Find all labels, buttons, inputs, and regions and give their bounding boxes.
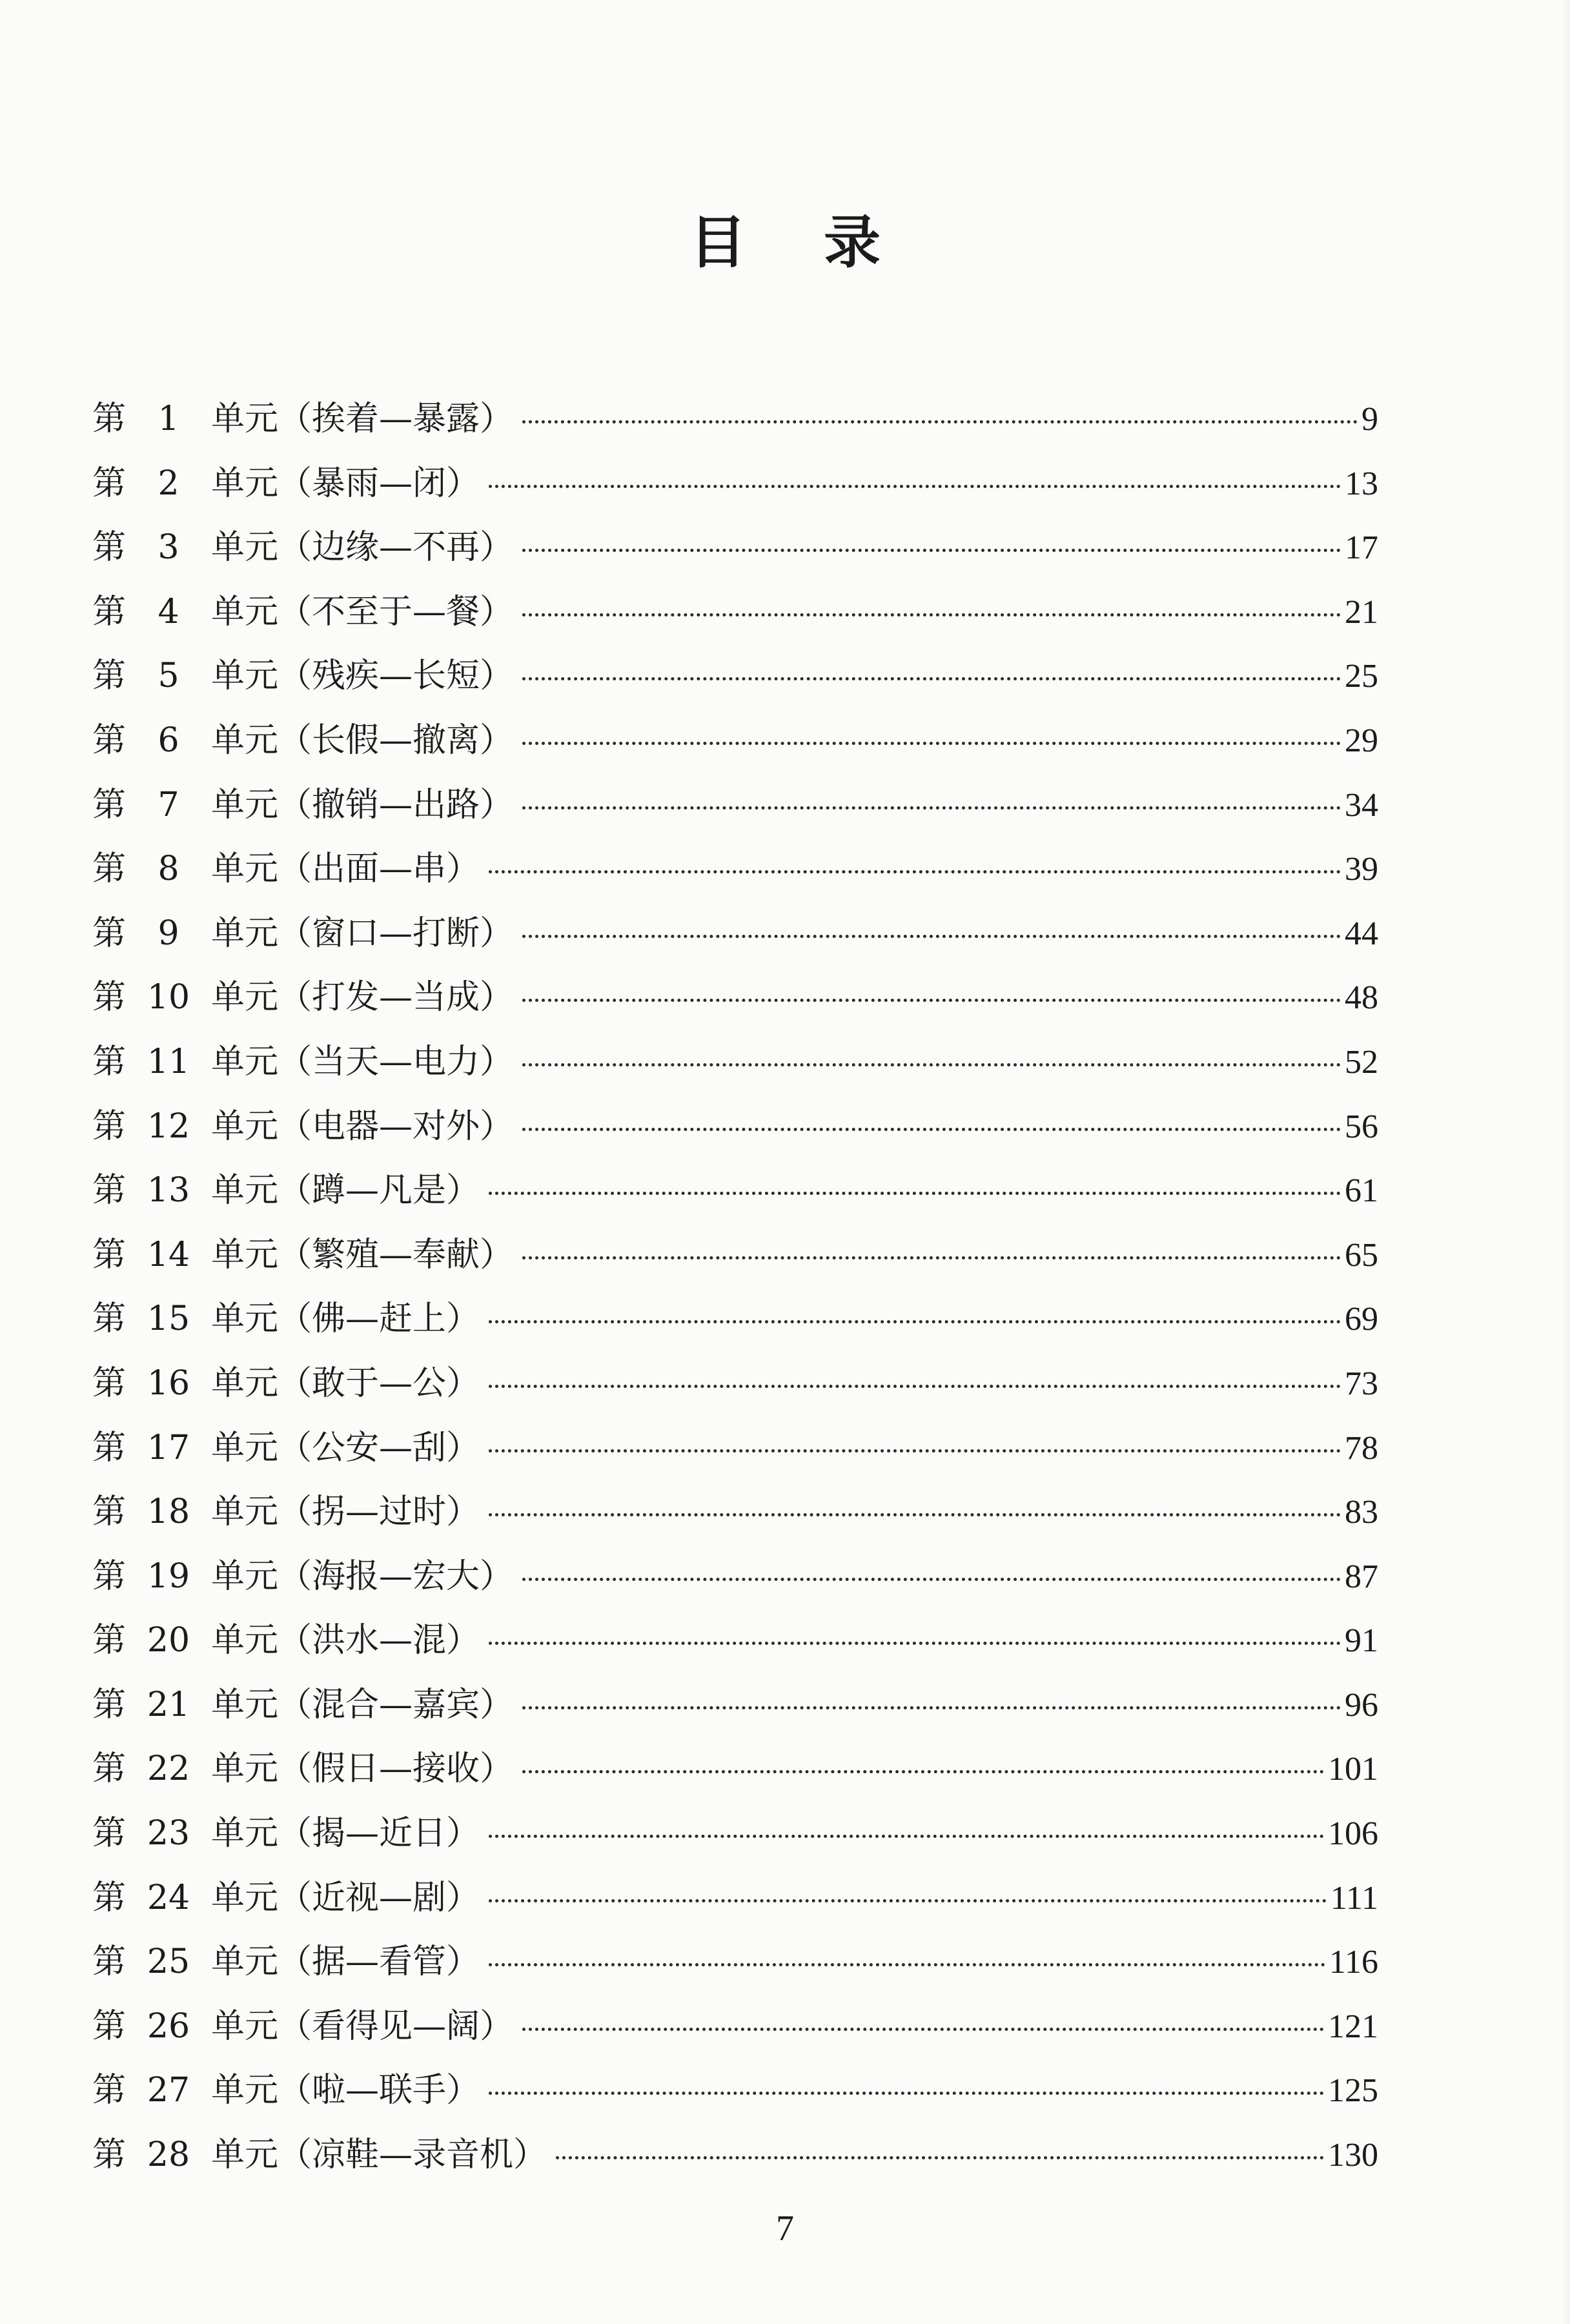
toc-entry-number: 27	[147, 2071, 190, 2110]
toc-dot-leader	[489, 1963, 1325, 1966]
toc-entry-prefix: 第	[92, 2071, 127, 2110]
toc-entry[interactable]	[92, 709, 1378, 773]
toc-dot-leader	[556, 2156, 1324, 2159]
toc-entry[interactable]	[92, 387, 1378, 452]
toc-entry-prefix: 第	[92, 657, 127, 696]
toc-entry-label	[92, 2059, 480, 2123]
toc-entry-number: 6	[158, 720, 179, 760]
toc-entry-page: 39	[1345, 851, 1378, 888]
toc-dot-leader	[522, 677, 1341, 680]
toc-entry-label	[92, 709, 513, 773]
toc-entry-prefix: 第	[92, 1878, 127, 1917]
toc-entry-page: 29	[1345, 722, 1378, 759]
toc-entry[interactable]	[92, 1159, 1378, 1223]
toc-dot-leader	[489, 485, 1341, 488]
toc-entry-title: 单元（洪水—混）	[211, 1621, 480, 1660]
toc-entry[interactable]	[92, 1030, 1378, 1095]
toc-entry[interactable]	[92, 902, 1378, 966]
toc-entry-page: 69	[1345, 1301, 1378, 1338]
toc-entry-number: 17	[147, 1428, 190, 1467]
toc-entry-number: 10	[147, 978, 190, 1017]
toc-entry[interactable]	[92, 773, 1378, 838]
toc-entry-label	[92, 1545, 513, 1609]
title-char-1: 目	[689, 209, 746, 276]
toc-dot-leader	[489, 1835, 1324, 1838]
toc-dot-leader	[522, 1770, 1324, 1773]
toc-dot-leader	[522, 1128, 1341, 1131]
toc-dot-leader	[522, 999, 1341, 1002]
toc-entry-number: 2	[158, 464, 179, 503]
toc-entry-label	[92, 516, 513, 580]
toc-entry-prefix: 第	[92, 1106, 127, 1146]
toc-entry[interactable]	[92, 1673, 1378, 1738]
toc-entry[interactable]	[92, 1480, 1378, 1545]
toc-dot-leader	[489, 870, 1341, 873]
toc-entry[interactable]	[92, 1866, 1378, 1931]
toc-entry-prefix: 第	[92, 1235, 127, 1274]
toc-entry-page: 78	[1345, 1429, 1378, 1467]
toc-entry-prefix: 第	[92, 1493, 127, 1532]
toc-entry-number: 3	[158, 528, 179, 567]
toc-entry-prefix: 第	[92, 1042, 127, 1081]
toc-dot-leader	[489, 1385, 1341, 1388]
toc-dot-leader	[489, 1320, 1341, 1323]
toc-entry-title: 单元（公安—刮）	[211, 1428, 480, 1467]
toc-entry-prefix: 第	[92, 1363, 127, 1403]
toc-entry-page: 13	[1345, 465, 1378, 502]
toc-entry-prefix: 第	[92, 720, 127, 760]
toc-entry-number: 7	[158, 785, 179, 824]
toc-entry-label	[92, 837, 480, 902]
toc-entry-label	[92, 1352, 480, 1416]
toc-entry-prefix: 第	[92, 592, 127, 631]
toc-dot-leader	[522, 2028, 1324, 2031]
toc-dot-leader	[522, 806, 1341, 810]
toc-entry-label	[92, 387, 513, 452]
toc-dot-leader	[489, 1899, 1327, 1902]
toc-entry-label	[92, 966, 513, 1030]
toc-dot-leader	[522, 549, 1341, 552]
toc-entry-label	[92, 1995, 513, 2059]
toc-entry-title: 单元（看得见—阔）	[211, 2006, 514, 2046]
toc-entry[interactable]	[92, 1095, 1378, 1159]
toc-entry-label	[92, 644, 513, 709]
toc-dot-leader	[489, 1192, 1341, 1195]
toc-entry-title: 单元（窗口—打断）	[211, 913, 514, 953]
toc-entry[interactable]	[92, 1995, 1378, 2059]
toc-entry-title: 单元（繁殖—奉献）	[211, 1235, 514, 1274]
toc-entry-page: 21	[1345, 593, 1378, 631]
toc-entry-prefix: 第	[92, 913, 127, 953]
toc-entry-page: 34	[1345, 786, 1378, 824]
toc-entry-title: 单元（边缘—不再）	[211, 528, 514, 567]
toc-entry[interactable]	[92, 1287, 1378, 1352]
toc-entry-label	[92, 1673, 513, 1738]
page-number: 7	[776, 2208, 794, 2248]
toc-entry-prefix: 第	[92, 2135, 127, 2175]
toc-entry-prefix: 第	[92, 1685, 127, 1724]
toc-entry-title: 单元（暴雨—闭）	[211, 464, 480, 503]
toc-entry-title: 单元（当天—电力）	[211, 1042, 514, 1081]
toc-entry-label	[92, 452, 480, 516]
toc-entry[interactable]	[92, 1737, 1378, 1802]
toc-entry-page: 87	[1345, 1558, 1378, 1595]
toc-entry-prefix: 第	[92, 1814, 127, 1853]
toc-entry-prefix: 第	[92, 1556, 127, 1596]
toc-entry-page: 91	[1345, 1622, 1378, 1660]
toc-entry[interactable]	[92, 1802, 1378, 1866]
toc-dot-leader	[489, 1642, 1341, 1645]
toc-entry-page: 61	[1345, 1172, 1378, 1210]
toc-entry-label	[92, 1416, 480, 1481]
toc-entry-label	[92, 1930, 480, 1995]
toc-entry-label	[92, 773, 513, 838]
toc-entry-page: 65	[1345, 1236, 1378, 1274]
toc-entry-title: 单元（打发—当成）	[211, 978, 514, 1017]
toc-entry[interactable]	[92, 580, 1378, 645]
toc-entry-title: 单元（长假—撤离）	[211, 720, 514, 760]
toc-entry-prefix: 第	[92, 1171, 127, 1210]
toc-entry-page: 56	[1345, 1108, 1378, 1145]
toc-entry-title: 单元（电器—对外）	[211, 1106, 514, 1146]
toc-entry-title: 单元（混合—嘉宾）	[211, 1685, 514, 1724]
toc-entry-number: 28	[147, 2135, 190, 2175]
toc-entry[interactable]	[92, 1609, 1378, 1673]
page-title	[0, 194, 1570, 290]
toc-dot-leader	[489, 1513, 1341, 1516]
toc-entry[interactable]	[92, 516, 1378, 580]
toc-entry-number: 5	[158, 657, 179, 696]
toc-entry[interactable]	[92, 452, 1378, 516]
toc-entry-title: 单元（撤销—出路）	[211, 785, 514, 824]
toc-entry-number: 20	[147, 1621, 190, 1660]
toc-entry-number: 14	[147, 1235, 190, 1274]
toc-entry-page: 44	[1345, 915, 1378, 952]
toc-entry-title: 单元（揭—近日）	[211, 1814, 480, 1853]
toc-entry-prefix: 第	[92, 850, 127, 889]
toc-dot-leader	[522, 1256, 1341, 1259]
toc-entry[interactable]	[92, 1223, 1378, 1288]
toc-entry-label	[92, 1480, 480, 1545]
toc-entry-number: 24	[147, 1878, 190, 1917]
toc-entry-page: 106	[1328, 1815, 1378, 1853]
toc-dot-leader	[522, 935, 1341, 938]
toc-entry-prefix: 第	[92, 2006, 127, 2046]
page-edge-shadow	[1562, 0, 1570, 2324]
title-char-2: 录	[824, 209, 881, 276]
toc-entry-page: 48	[1345, 979, 1378, 1017]
toc-dot-leader	[522, 420, 1358, 423]
table-of-contents	[92, 387, 1378, 2188]
toc-entry-page: 73	[1345, 1365, 1378, 1402]
toc-dot-leader	[489, 2092, 1324, 2095]
toc-entry-label	[92, 1095, 513, 1159]
toc-entry-title: 单元（海报—宏大）	[211, 1556, 514, 1596]
toc-entry-page: 116	[1329, 1944, 1378, 1981]
toc-entry[interactable]	[92, 2059, 1378, 2123]
toc-dot-leader	[522, 1063, 1341, 1066]
toc-entry-title: 单元（挨着—暴露）	[211, 400, 514, 438]
toc-entry-page: 9	[1361, 401, 1378, 438]
toc-entry-title: 单元（啦—联手）	[211, 2071, 480, 2110]
toc-entry-number: 22	[147, 1749, 190, 1789]
toc-entry-number: 9	[158, 913, 179, 953]
toc-entry-label	[92, 2123, 547, 2188]
toc-entry-title: 单元（拐—过时）	[211, 1493, 480, 1532]
toc-entry-prefix: 第	[92, 1428, 127, 1467]
toc-entry-page: 111	[1330, 1879, 1378, 1917]
toc-dot-leader	[522, 613, 1341, 617]
toc-entry-label	[92, 1287, 480, 1352]
toc-entry-number: 23	[147, 1814, 190, 1853]
toc-entry[interactable]	[92, 1930, 1378, 1995]
toc-entry-label	[92, 1159, 480, 1223]
toc-entry-title: 单元（佛—赶上）	[211, 1300, 480, 1339]
toc-entry-prefix: 第	[92, 528, 127, 567]
toc-dot-leader	[522, 1706, 1341, 1709]
toc-entry-page: 96	[1345, 1686, 1378, 1724]
toc-entry-prefix: 第	[92, 1749, 127, 1789]
toc-entry-label	[92, 1223, 513, 1288]
toc-entry-prefix: 第	[92, 785, 127, 824]
toc-dot-leader	[489, 1449, 1341, 1452]
toc-entry-title: 单元（蹲—凡是）	[211, 1171, 480, 1210]
toc-entry-title: 单元（据—看管）	[211, 1942, 480, 1982]
toc-entry-title: 单元（近视—剧）	[211, 1878, 480, 1917]
toc-entry-page: 101	[1328, 1751, 1378, 1788]
toc-entry[interactable]	[92, 2123, 1378, 2188]
toc-entry-prefix: 第	[92, 400, 127, 438]
toc-entry-number: 8	[158, 850, 179, 889]
toc-entry-prefix: 第	[92, 1942, 127, 1982]
toc-entry[interactable]	[92, 1545, 1378, 1609]
toc-entry-label	[92, 1802, 480, 1866]
toc-entry-label	[92, 1030, 513, 1095]
toc-entry[interactable]	[92, 1352, 1378, 1416]
toc-entry-number: 26	[147, 2006, 190, 2046]
toc-entry-label	[92, 902, 513, 966]
toc-entry-title: 单元（不至于—餐）	[211, 592, 514, 631]
toc-entry-number: 16	[147, 1363, 190, 1403]
toc-entry-page: 125	[1328, 2072, 1378, 2110]
toc-entry[interactable]	[92, 1416, 1378, 1481]
toc-entry-prefix: 第	[92, 1300, 127, 1339]
toc-entry-prefix: 第	[92, 1621, 127, 1660]
toc-entry-number: 15	[147, 1300, 190, 1339]
toc-dot-leader	[522, 1578, 1341, 1581]
toc-entry-number: 12	[147, 1106, 190, 1146]
toc-entry-number: 18	[147, 1493, 190, 1532]
toc-entry-label	[92, 1737, 513, 1802]
toc-entry-title: 单元（敢于—公）	[211, 1363, 480, 1403]
toc-entry-title: 单元（假日—接收）	[211, 1749, 514, 1789]
toc-entry[interactable]	[92, 837, 1378, 902]
toc-entry-number: 21	[147, 1685, 190, 1724]
toc-entry-title: 单元（凉鞋—录音机）	[211, 2135, 547, 2175]
toc-dot-leader	[522, 742, 1341, 745]
toc-entry-number: 19	[147, 1556, 190, 1596]
toc-entry-number: 25	[147, 1942, 190, 1982]
toc-entry-number: 1	[158, 400, 179, 438]
toc-entry-page: 83	[1345, 1494, 1378, 1531]
toc-entry-prefix: 第	[92, 464, 127, 503]
toc-entry-page: 25	[1345, 658, 1378, 695]
toc-entry-label	[92, 1609, 480, 1673]
toc-entry-page: 121	[1328, 2008, 1378, 2045]
toc-entry-prefix: 第	[92, 978, 127, 1017]
toc-entry-number: 13	[147, 1171, 190, 1210]
toc-entry-page: 52	[1345, 1043, 1378, 1081]
toc-entry-title: 单元（残疾—长短）	[211, 657, 514, 696]
toc-entry-label	[92, 1866, 480, 1931]
toc-entry-number: 11	[147, 1042, 190, 1081]
toc-entry[interactable]	[92, 966, 1378, 1030]
toc-entry-label	[92, 580, 513, 645]
toc-entry-page: 130	[1328, 2137, 1378, 2174]
toc-entry[interactable]	[92, 644, 1378, 709]
toc-entry-page: 17	[1345, 529, 1378, 567]
toc-entry-title: 单元（出面—串）	[211, 850, 480, 889]
toc-entry-number: 4	[158, 592, 179, 631]
